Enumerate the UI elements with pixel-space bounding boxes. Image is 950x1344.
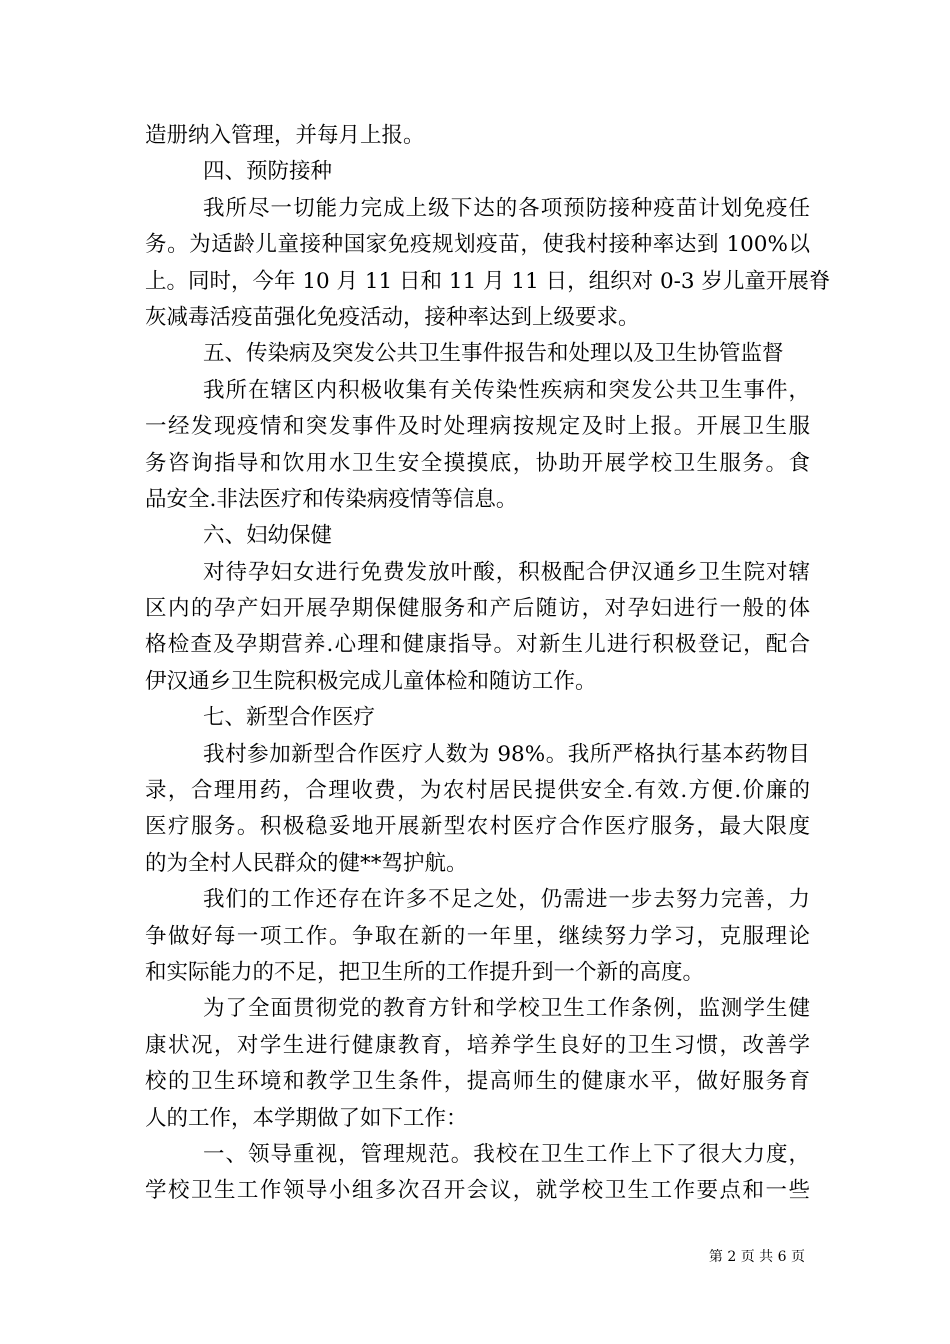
text-line: 和实际能力的不足，把卫生所的工作提升到一个新的高度。 bbox=[145, 959, 705, 985]
text-line: 康状况，对学生进行健康教育，培养学生良好的卫生习惯，改善学 bbox=[145, 1032, 810, 1058]
text-line: 务。为适龄儿童接种国家免疫规划疫苗，使我村接种率达到 100%以 bbox=[145, 232, 810, 258]
text-line: 造册纳入管理，并每月上报。 bbox=[145, 123, 425, 148]
text-line: 医疗服务。积极稳妥地开展新型农村医疗合作医疗服务，最大限度 bbox=[145, 814, 810, 840]
text-line: 争做好每一项工作。争取在新的一年里，继续努力学习，克服理论 bbox=[145, 923, 810, 949]
text-line: 一、领导重视，管理规范。我校在卫生工作上下了很大力度， bbox=[203, 1141, 810, 1167]
page-number-footer: 第 2 页 共 6 页 bbox=[708, 1249, 805, 1265]
text-line: 伊汉通乡卫生院积极完成儿童体检和随访工作。 bbox=[145, 668, 597, 694]
text-line: 灰减毒活疫苗强化免疫活动，接种率达到上级要求。 bbox=[145, 304, 640, 330]
text-line: 一经发现疫情和突发事件及时处理病按规定及时上报。开展卫生服 bbox=[145, 414, 810, 440]
document-body bbox=[145, 118, 831, 1210]
text-line: 我村参加新型合作医疗人数为 98%。我所严格执行基本药物目 bbox=[203, 741, 810, 767]
text-line: 五、传染病及突发公共卫生事件报告和处理以及卫生协管监督 bbox=[203, 341, 784, 367]
text-line: 区内的孕产妇开展孕期保健服务和产后随访，对孕妇进行一般的体 bbox=[145, 596, 810, 622]
text-line: 务咨询指导和饮用水卫生安全摸摸底，协助开展学校卫生服务。食 bbox=[145, 450, 810, 476]
text-line: 四、预防接种 bbox=[203, 159, 333, 185]
text-line: 的为全村人民群众的健**驾护航。 bbox=[145, 850, 468, 876]
text-line: 学校卫生工作领导小组多次召开会议，就学校卫生工作要点和一些 bbox=[145, 1178, 810, 1204]
text-line: 格检查及孕期营养.心理和健康指导。对新生儿进行积极登记，配合 bbox=[145, 632, 810, 658]
text-line: 人的工作，本学期做了如下工作： bbox=[145, 1105, 468, 1131]
text-line: 我所尽一切能力完成上级下达的各项预防接种疫苗计划免疫任 bbox=[203, 195, 810, 221]
text-line: 校的卫生环境和教学卫生条件，提高师生的健康水平，做好服务育 bbox=[145, 1069, 810, 1095]
text-line: 录，合理用药，合理收费，为农村居民提供安全.有效.方便.价廉的 bbox=[145, 778, 810, 804]
text-line: 我们的工作还存在许多不足之处，仍需进一步去努力完善，力 bbox=[203, 887, 810, 913]
text-line: 为了全面贯彻党的教育方针和学校卫生工作条例，监测学生健 bbox=[203, 996, 810, 1022]
text-line: 对待孕妇女进行免费发放叶酸，积极配合伊汉通乡卫生院对辖 bbox=[203, 559, 810, 585]
text-line: 我所在辖区内积极收集有关传染性疾病和突发公共卫生事件， bbox=[203, 377, 810, 403]
text-line: 品安全.非法医疗和传染病疫情等信息。 bbox=[145, 486, 518, 512]
text-line: 七、新型合作医疗 bbox=[203, 705, 376, 731]
text-line: 六、妇幼保健 bbox=[203, 523, 333, 549]
text-line: 上。同时，今年 10 月 11 日和 11 月 11 日，组织对 0-3 岁儿童开展脊 bbox=[145, 268, 831, 294]
